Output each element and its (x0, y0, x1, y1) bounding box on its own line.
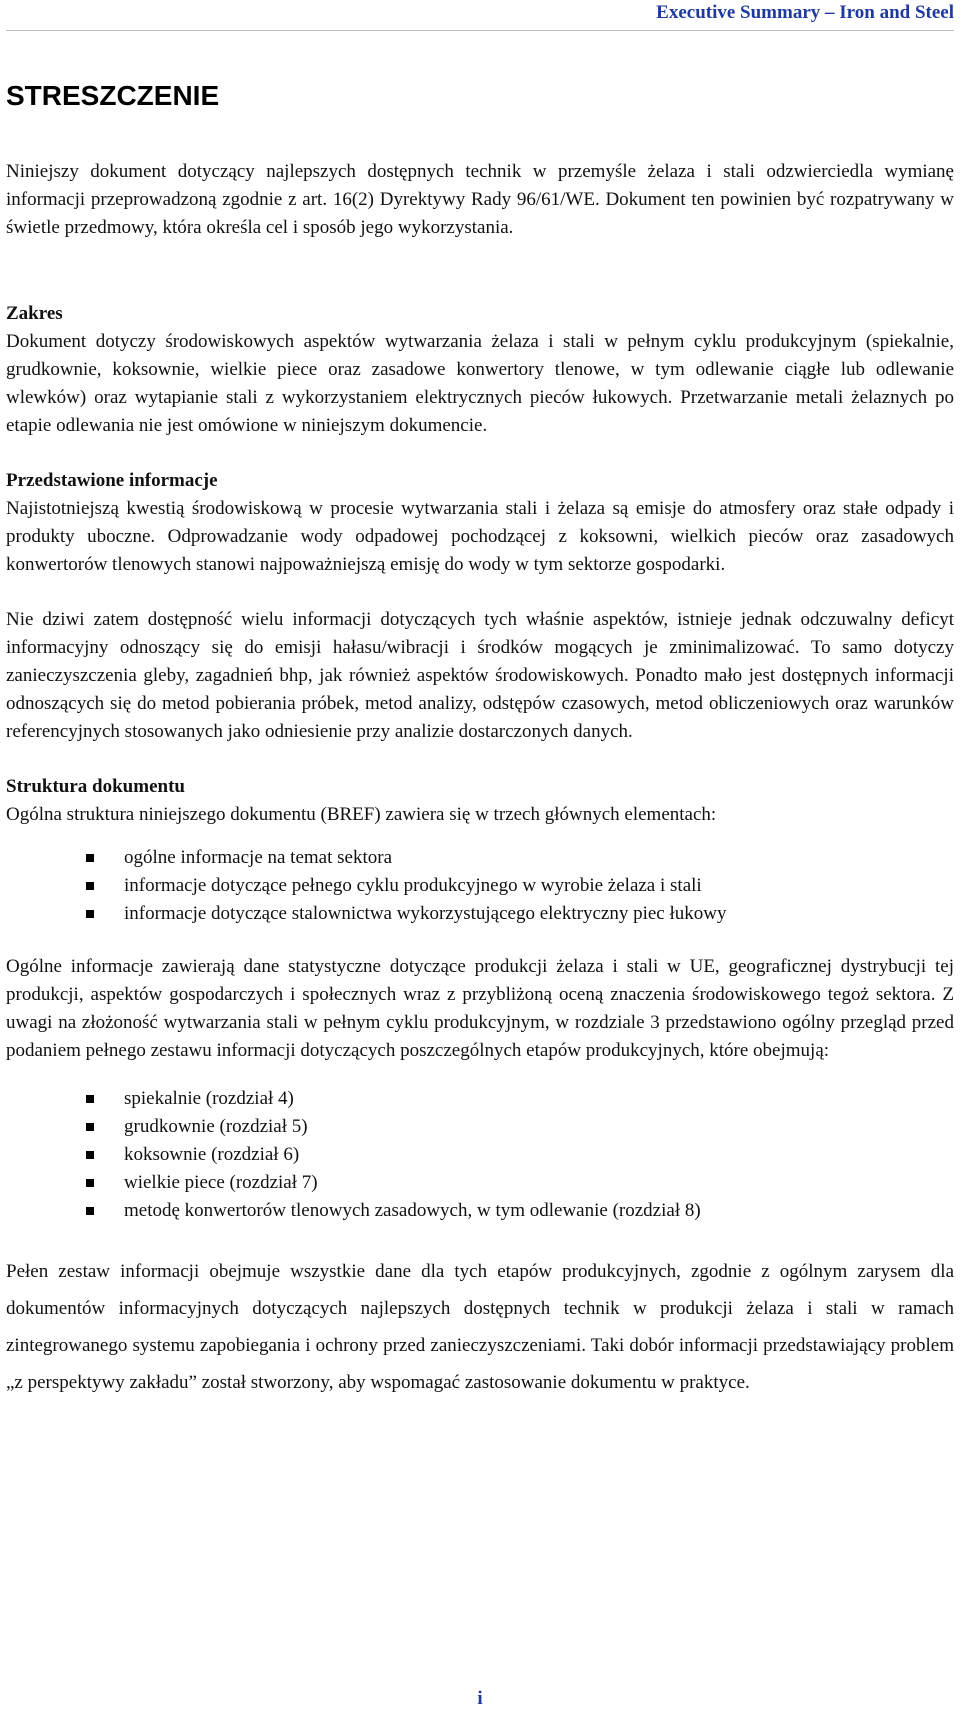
info-section (6, 467, 954, 579)
structure-section (6, 773, 954, 1401)
info-heading: Przedstawione informacje (6, 470, 218, 491)
intro-paragraph: Niniejszy dokument dotyczący najlepszych dostępnych technik w przemyśle żelaza i stali odzwierciedla wymianę informacji przeprowadzoną zgodnie z art. 16(2) Dyrektywy Rady 96/61/WE. Dokument ten powinien być rozpatrywany w świetle przedmowy, która określa cel i sposób jego wykorzystania. (6, 161, 954, 238)
structure-paragraph-2: Ogólne informacje zawierają dane statystyczne dotyczące produkcji żelaza i stali w UE, geograficznej dystrybucji tej produkcji, aspektów gospodarczych i społecznych wraz z przybliżoną oceną znaczenia środowiskowego tegoż sektora. Z uwagi na złożoność wytwarzania stali w pełnym cyklu produkcyjnym, w rozdziale 3 przedstawiono ogólny przegląd przed podaniem pełnego zestawu informacji dotyczących poszczególnych etapów produkcyjnych, które obejmują: (6, 956, 954, 1061)
page-number: i (477, 1688, 483, 1709)
bullet-icon (86, 1123, 94, 1131)
header-divider (6, 30, 954, 31)
info-paragraph-2: Nie dziwi zatem dostępność wielu informacji dotyczących tych właśnie aspektów, istnieje jednak odczuwalny deficyt informacyjny odnoszący się do emisji hałasu/wibracji i środków mogących je zminimalizować. To samo dotyczy zanieczyszczenia gleby, zagadnień bhp, jak również aspektów środowiskowych. Ponadto mało jest dostępnych informacji odnoszących się do metod pobierania próbek, metod analizy, odstępów czasowych, metod obliczeniowych oraz warunków referencyjnych stosowanych jako odniesienie przy analizie dostarczonych danych. (6, 609, 954, 742)
structure-paragraph: Ogólna struktura niniejszego dokumentu (BREF) zawiera się w trzech głównych elementach: (6, 804, 717, 825)
list-item: informacje dotyczące stalownictwa wykorzystującego elektryczny piec łukowy (6, 900, 954, 928)
list-item: informacje dotyczące pełnego cyklu produkcyjnego w wyrobie żelaza i stali (6, 872, 954, 900)
bullet-icon (86, 910, 94, 918)
list-item: ogólne informacje na temat sektora (6, 844, 954, 872)
structure-paragraph-3: Pełen zestaw informacji obejmuje wszystkie dane dla tych etapów produkcyjnych, zgodnie z ogólnym zarysem dla dokumentów informacyjnych dotyczących najlepszych dostępnych technik w produkcji żelaza i stali w ramach zintegrowanego systemu zapobiegania i ochrony przed zanieczyszczeniami. Taki dobór informacji przedstawiający problem „z perspektywy zakładu” został stworzony, aby wspomagać zastosowanie dokumentu w praktyce. (6, 1261, 954, 1393)
info-paragraph-1: Najistotniejszą kwestią środowiskową w procesie wytwarzania stali i żelaza są emisje do atmosfery oraz stałe odpady i produkty uboczne. Odprowadzanie wody odpadowej pochodzącej z koksowni, wielkich pieców oraz zasadowych konwertorów tlenowych stanowi najpoważniejszą emisję do wody w tym sektorze gospodarki. (6, 498, 954, 575)
list-item: grudkownie (rozdział 5) (6, 1113, 954, 1141)
scope-heading: Zakres (6, 303, 63, 324)
document-body (6, 158, 954, 1401)
bullet-icon (86, 1179, 94, 1187)
list-item: koksownie (rozdział 6) (6, 1141, 954, 1169)
list-item: spiekalnie (rozdział 4) (6, 1085, 954, 1113)
bullet-icon (86, 882, 94, 890)
structure-list (6, 844, 954, 928)
list-item: metodę konwertorów tlenowych zasadowych, w tym odlewanie (rozdział 8) (6, 1197, 954, 1225)
page-title: STRESZCZENIE (6, 80, 220, 111)
running-header: Executive Summary – Iron and Steel (656, 2, 954, 23)
bullet-icon (86, 854, 94, 862)
list-item: wielkie piece (rozdział 7) (6, 1169, 954, 1197)
scope-section (6, 300, 954, 440)
bullet-icon (86, 1095, 94, 1103)
bullet-icon (86, 1151, 94, 1159)
bullet-icon (86, 1207, 94, 1215)
stages-list (6, 1085, 954, 1225)
scope-paragraph: Dokument dotyczy środowiskowych aspektów wytwarzania żelaza i stali w pełnym cyklu produkcyjnym (spiekalnie, grudkownie, koksownie, wielkie piece oraz zasadowe konwertory tlenowe, w tym odlewanie ciągłe lub odlewanie wlewków) oraz wytapianie stali z wykorzystaniem elektrycznych pieców łukowych. Przetwarzanie metali żelaznych po etapie odlewania nie jest omówione w niniejszym dokumencie. (6, 331, 954, 436)
structure-heading: Struktura dokumentu (6, 776, 185, 797)
